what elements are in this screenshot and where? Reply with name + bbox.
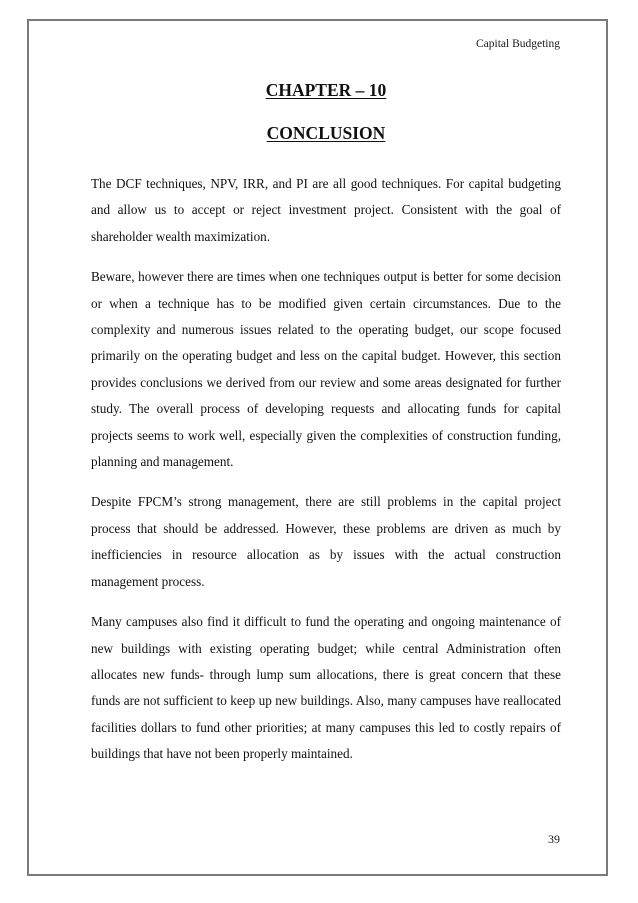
chapter-title: CHAPTER – 10 xyxy=(265,80,387,100)
paragraph-2: Beware, however there are times when one techniques output is better for some decision or when a technique has to be modified given certain circumstances. Due to the complexity and numerous issues related to the operating budget, our scope focused primarily on the operating budget and less on the capital budget. However, this section provides conclusions we derived from our review and some areas designated for further study. The overall process of developing requests and allocating funds for capital projects seems to work well, especially given the complexities of construction funding, planning and management. xyxy=(91,269,561,470)
page-number: 39 xyxy=(548,832,560,846)
paragraph-1: The DCF techniques, NPV, IRR, and PI are all good techniques. For capital budgeting and allow us to accept or reject investment project. Consistent with the goal of shareholder wealth maximization. xyxy=(91,176,561,244)
running-header: Capital Budgeting xyxy=(475,38,560,50)
paragraph-4: Many campuses also find it difficult to fund the operating and ongoing maintenance of new buildings with existing operating budget; while central Administration often allocates new funds- through lump sum allocations, there is great concern that these funds are not sufficient to keep up new buildings. Also, many campuses have reallocated facilities dollars to fund other priorities; at many campuses this led to costly repairs of buildings that have not been properly maintained. xyxy=(91,614,561,762)
body-text xyxy=(91,171,561,782)
section-title: CONCLUSION xyxy=(266,123,386,143)
paragraph-3: Despite FPCM’s strong management, there are still problems in the capital project process that should be addressed. However, these problems are driven as much by inefficiencies in resource allocation as by issues with the actual construction management process. xyxy=(91,494,561,589)
